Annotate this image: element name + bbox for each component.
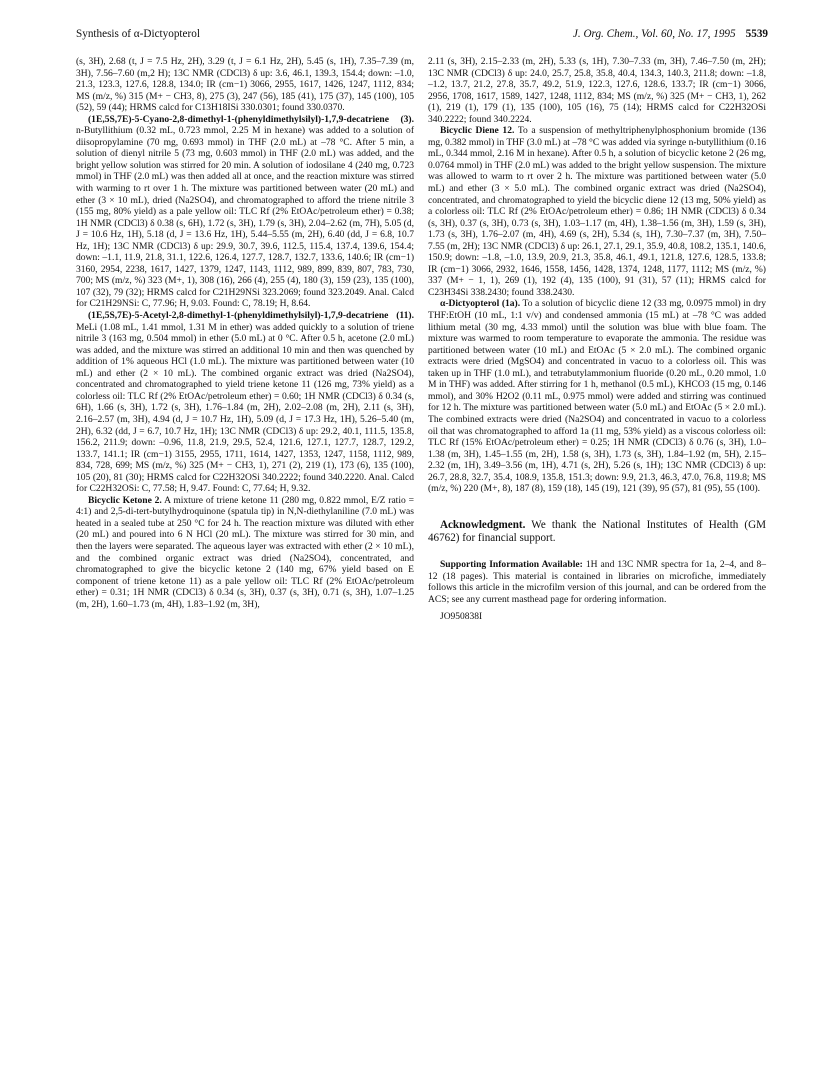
acknowledgment xyxy=(428,519,766,545)
journal-name: J. Org. Chem., Vol. 60, No. 17, 1995 xyxy=(572,28,736,40)
paragraph-acetyl-decatriene xyxy=(76,310,414,495)
paragraph-bicyclic-diene xyxy=(428,125,766,298)
running-title: Synthesis of α-Dictyopterol xyxy=(76,28,200,40)
paragraph-body: To a suspension of methyltriphenylphosphonium bromide (136 mg, 0.382 mmol) in THF (3.0 mL) at –78 °C was added via syringe n-butyllithium (0.16 mL, 0.344 mmol, 2.16 M in hexane). After 0.5 h, a solution of bicyclic ketone 2 (26 mg, 0.0764 mmol) in THF (2.0 mL) was added to the bright yellow suspension. The mixture was allowed to warm to rt over 2 h. The mixture was partitioned between water (5.0 mL) and ether (3 × 5.0 mL). The combined organic extract was dried (Na2SO4), concentrated, and chromatographed to yield the bicyclic diene 12 (13 mg, 50% yield) as a colorless oil: TLC Rf (2% EtOAc/petroleum ether) = 0.86; 1H NMR (CDCl3) δ 0.34 (s, 3H), 0.37 (s, 3H), 0.73 (s, 3H), 1.03–1.17 (m, 4H), 1.38–1.56 (m, 3H), 1.59 (s, 3H), 1.73 (s, 3H), 1.76–2.07 (m, 4H), 4.69 (s, 2H), 5.34 (s, 1H), 7.30–7.37 (m, 3H), 7.50–7.55 (m, 2H); 13C NMR (CDCl3) δ up: 26.1, 27.1, 29.1, 35.9, 40.8, 108.2, 135.1, 140.6, 150.9; down: –1.8, –1.0, 13.9, 20.9, 21.3, 35.8, 46.1, 49.1, 121.8, 127.6, 128.5, 133.8; IR (cm−1) 3066, 2932, 1646, 1558, 1456, 1428, 1374, 1248, 1177, 1112; MS (m/z, %) 337 (M+ − 1, 1), 269 (1), 192 (4), 135 (100), 91 (31), 57 (11); HRMS calcd for C23H34Si 338.2430; found 338.2430. xyxy=(428,125,767,298)
continued-paragraph: (s, 3H), 2.68 (t, J = 7.5 Hz, 2H), 3.29 (t, J = 6.1 Hz, 2H), 5.45 (s, 1H), 7.35–7.39 (m, 3H), 7.56–7.60 (m,2 H); 13C NMR (CDCl3) δ up: 3.6, 46.1, 139.3, 154.4; down: –1.0, 21.3, 123.3, 127.6, 128.8, 134.0; IR (cm−1) 3066, 2955, 1617, 1426, 1247, 1112, 834; MS (m/z, %) 315 (M+ − CH3, 8), 275 (3), 247 (56), 185 (41), 175 (37), 145 (100), 105 (52), 59 (44); HRMS calcd for C13H18ISi 330.0301; found 330.0370. xyxy=(76,56,414,114)
acknowledgment-heading: Acknowledgment. xyxy=(440,518,526,531)
paragraph-body: A mixture of triene ketone 11 (280 mg, 0.822 mmol, E/Z ratio = 4:1) and 2,5-di-tert-butylhydroquinone (spatula tip) in N,N-diethylaniline (7.0 mL) was heated in a sealed tube at 250 °C for 24 h. The reaction mixture was diluted with ether (20 mL) and poured into 6 N HCl (20 mL). The mixture was stirred for 30 min, and then the layers were separated. The aqueous layer was extracted with ether (2 × 10 mL), and the combined organic extract was dried (Na2SO4), concentrated, and chromatographed to give the bicyclic ketone 2 (140 mg, 67% yield based on E component of triene ketone 11) as a pale yellow oil: TLC Rf (2% EtOAc/petroleum ether) = 0.31; 1H NMR (CDCl3) δ 0.34 (s, 3H), 0.37 (s, 3H), 0.71 (s, 3H), 1.07–1.25 (m, 2H), 1.60–1.73 (m, 4H), 1.83–1.92 (m, 3H), xyxy=(76,494,414,610)
page-number: 5539 xyxy=(745,28,768,40)
supporting-information-body: 1H and 13C NMR spectra for 1a, 2–4, and 8–12 (18 pages). This material is contained in libraries on microfiche, immediately follows this article in the microfilm version of this journal, and can be ordered from the ACS; see any current masthead page for ordering information. xyxy=(428,559,766,605)
paragraph-body: n-Butyllithium (0.32 mL, 0.723 mmol, 2.25 M in hexane) was added to a solution of diisopropylamine (70 mg, 0.693 mmol) in THF (2.0 mL) at –78 °C. After 5 min, a solution of dienyl nitrile 5 (73 mg, 0.603 mmol) in THF (2.0 mL) was added, and the bright yellow solution was stirred for 20 min. A solution of iodosilane 4 (240 mg, 0.723 mmol) in THF (2.0 mL) was then added all at once, and the reaction mixture was stirred with warming to rt over 1 h. The mixture was partitioned between water (20 mL) and ether (3 × 10 mL), dried (Na2SO4), and chromatographed to afford the triene nitrile 3 (155 mg, 80% yield) as a pale yellow oil: TLC Rf (2% EtOAc/petroleum ether) = 0.38; 1H NMR (CDCl3) δ 0.38 (s, 6H), 1.72 (s, 3H), 1.79 (s, 3H), 2.04–2.62 (m, 7H), 5.05 (d, J = 10.6 Hz, 1H), 5.18 (d, J = 13.6 Hz, 1H), 5.44–5.55 (m, 2H), 6.40 (dd, J = 6.8, 10.7 Hz, 1H); 13C NMR (CDCl3) δ up: 29.9, 30.7, 39.6, 112.5, 115.4, 137.4, 139.6, 154.4; down: –1.1, 11.9, 21.8, 31.1, 122.6, 126.4, 127.7, 128.7, 132.7, 133.6, 140.6; IR (cm−1) 3160, 2954, 2238, 1617, 1427, 1379, 1247, 1143, 1112, 989, 899, 839, 807, 783, 730, 700; MS (m/z, %) 323 (M+, 1), 308 (16), 266 (4), 255 (4), 180 (3), 159 (23), 135 (100), 107 (32), 79 (32); HRMS calcd for C21H29NSi 323.2069; found 323.2049. Anal. Calcd for C21H29NSi: C, 77.96; H, 9.03. Found: C, 78.19; H, 8.64. xyxy=(76,125,414,310)
running-header xyxy=(76,26,768,42)
paragraph-heading: Bicyclic Ketone 2. xyxy=(88,494,162,506)
acknowledgment-body: We thank the National Institutes of Health (GM 46762) for financial support. xyxy=(428,518,766,544)
left-column xyxy=(76,56,414,610)
paragraph-cyano-decatriene xyxy=(76,114,414,310)
supporting-information-heading: Supporting Information Available: xyxy=(440,559,583,571)
paragraph-heading: α-Dictyopterol (1a). xyxy=(440,298,521,310)
paragraph-heading: (1E,5S,7E)-5-Cyano-2,8-dimethyl-1-(phenyldimethylsilyl)-1,7,9-decatriene (3). xyxy=(88,113,414,125)
paragraph-heading: (1E,5S,7E)-5-Acetyl-2,8-dimethyl-1-(phenyldimethylsilyl)-1,7,9-decatriene (11). xyxy=(88,310,414,322)
paragraph-body: To a solution of bicyclic diene 12 (33 mg, 0.0975 mmol) in dry THF:EtOH (10 mL, 1:1 v/v) and condensed ammonia (15 mL) at –78 °C was added lithium metal (30 mg, 4.33 mmol) until the solution was blue with blue foam. The mixture was warmed to room temperature to evaporate the ammonia. The residue was partitioned between water (10 mL) and EtOAc (5 × 2.0 mL). The combined organic extracts were dried (MgSO4) and concentrated in vacuo to a colorless oil. This was taken up in THF (1.0 mL), and tetrabutylammonium fluoride (0.20 mL, 0.20 mmol, 1.0 M in THF) was added. After stirring for 1 h, methanol (0.5 mL), KHCO3 (15 mg, 0.146 mmol), and 30% H2O2 (0.11 mL, 0.975 mmol) were added and stirring was continued for 12 h. The mixture was partitioned between water (5.0 mL) and EtOAc (5 × 2.0 mL). The combined extracts were dried (Na2SO4) and concentrated in vacuo to a colorless oil that was chromatographed to afford 1a (11 mg, 53% yield) as a viscous colorless oil: TLC Rf (15% EtOAc/petroleum ether) = 0.25; 1H NMR (CDCl3) δ 0.76 (s, 3H), 1.0–1.38 (m, 3H), 1.45–1.55 (m, 2H), 1.58 (s, 3H), 1.73 (s, 3H), 1.84–1.92 (m, 5H), 2.15–2.32 (m, 1H), 3.49–3.56 (m, 1H), 4.71 (s, 2H), 5.26 (s, 1H); 13C NMR (CDCl3) δ up: 26.7, 28.8, 32.7, 35.4, 108.9, 135.8, 151.3; down: 9.9, 21.3, 46.3, 47.0, 76.8, 119.8; MS (m/z, %) 220 (M+, 8), 187 (8), 159 (18), 145 (19), 121 (39), 95 (57), 81 (95), 55 (100). xyxy=(428,298,766,495)
paragraph-heading: Bicyclic Diene 12. xyxy=(440,125,515,137)
manuscript-code: JO950838I xyxy=(440,611,483,622)
paragraph-body: MeLi (1.08 mL, 1.41 mmol, 1.31 M in ether) was added quickly to a solution of triene nitrile 3 (163 mg, 0.504 mmol) in ether (5.0 mL) at 0 °C. After 0.5 h, acetone (2.0 mL) was added, and the mixture was stirred an additional 10 min and then was quenched by addition of 1% aqueous HCl (1.0 mL). The mixture was partitioned between water (10 mL) and ether (2 × 10 mL). The combined organic extract was dried (Na2SO4), concentrated and chromatographed to yield triene ketone 11 (126 mg, 73% yield) as a colorless oil: TLC Rf (2% EtOAc/petroleum ether) = 0.60; 1H NMR (CDCl3) δ 0.34 (s, 6H), 1.66 (s, 3H), 1.72 (s, 3H), 1.76–1.84 (m, 2H), 2.02–2.08 (m, 2H), 2.11 (s, 3H), 2.16–2.57 (m, 3H), 4.94 (d, J = 10.7 Hz, 1H), 5.09 (d, J = 17.3 Hz, 1H), 5.26–5.40 (m, 2H), 6.32 (dd, J = 6.7, 10.7 Hz, 1H); 13C NMR (CDCl3) δ up: 29.2, 40.1, 111.5, 135.8, 156.2, 211.9; down: –0.96, 11.8, 21.9, 29.5, 52.4, 121.6, 127.1, 127.7, 128.7, 129.2, 133.7, 141.1; IR (cm−1) 3155, 2955, 1711, 1614, 1427, 1353, 1247, 1158, 1112, 989, 834, 728, 699; MS (m/z, %) 325 (M+ − CH3, 1), 271 (2), 219 (1), 173 (6), 135 (100), 105 (20), 81 (30); HRMS calcd for C22H32OSi 340.2222; found 340.2220. Anal. Calcd for C22H32OSi: C, 77.58; H, 9.47. Found: C, 77.64; H, 9.32. xyxy=(76,321,414,495)
continued-paragraph: 2.11 (s, 3H), 2.15–2.33 (m, 2H), 5.33 (s, 1H), 7.30–7.33 (m, 3H), 7.46–7.50 (m, 2H); 13C NMR (CDCl3) δ up: 24.0, 25.7, 25.8, 35.8, 40.4, 134.3, 140.3, 211.8; down: –1.8, –1.2, 13.7, 21.2, 27.8, 35.7, 49.2, 51.9, 122.3, 127.6, 128.6, 133.7; IR (cm−1) 3066, 2956, 1708, 1617, 1589, 1427, 1248, 1112, 834; MS (m/z, %) 325 (M+ − CH3, 1), 262 (1), 219 (1), 179 (1), 135 (100), 105 (16), 75 (14); HRMS calcd for C22H32OSi 340.2222; found 340.2224. xyxy=(428,56,766,125)
paragraph-dictyopterol xyxy=(428,298,766,494)
journal-citation xyxy=(573,26,768,42)
right-column xyxy=(428,56,766,623)
supporting-information xyxy=(428,559,766,605)
paragraph-bicyclic-ketone xyxy=(76,495,414,610)
